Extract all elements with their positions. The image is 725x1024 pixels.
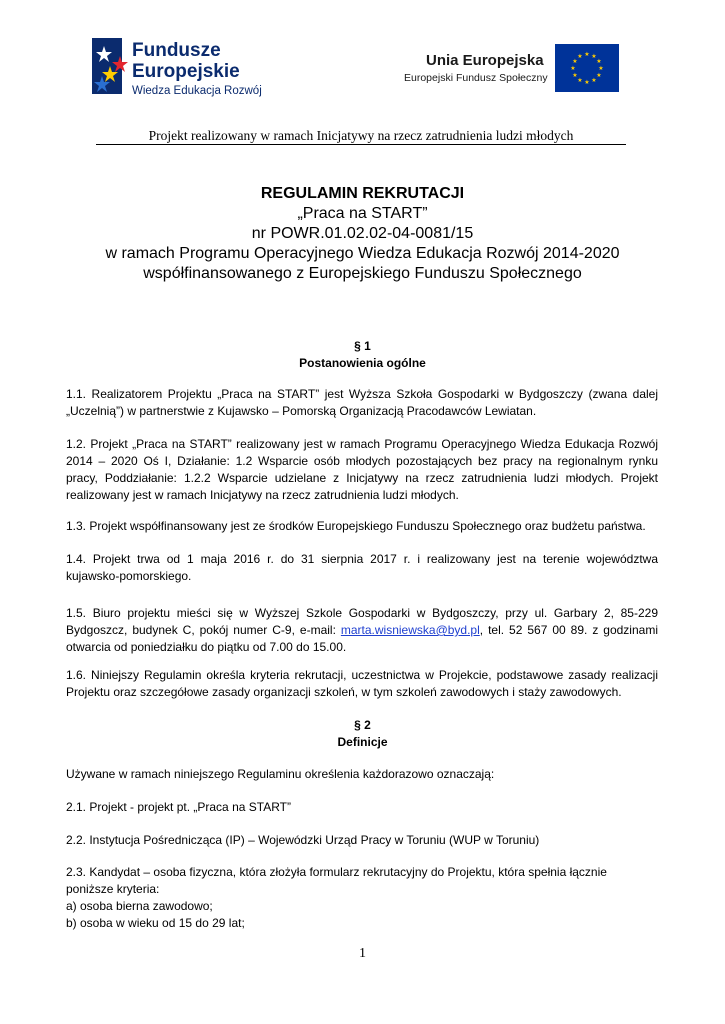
fe-logo-line2: Europejskie [132, 61, 240, 82]
title-cofinancing: współfinansowanego z Europejskiego Funduszu Społecznego [143, 265, 582, 282]
paragraph-1-1 [66, 386, 658, 420]
text-line [66, 622, 658, 639]
paragraph-2-3 [66, 864, 658, 932]
svg-text:★: ★ [584, 51, 590, 58]
ue-logo-line2: Europejski Fundusz Społeczny [404, 72, 548, 84]
text-line: 2.3. Kandydat – osoba fizyczna, która złożyła formularz rekrutacyjny do Projektu, która spełnia łącznie [66, 865, 607, 879]
section-2-heading: Definicje [337, 735, 388, 749]
paragraph-1-6 [66, 667, 658, 701]
eu-flag-icon [555, 44, 619, 92]
paragraph-2-2 [66, 832, 658, 849]
page-number: 1 [359, 946, 366, 961]
svg-text:★: ★ [570, 65, 576, 72]
text-line: realizowany jest w ramach Inicjatywy na rzecz zatrudnienia ludzi młodych. [66, 488, 459, 502]
text-line: 2.1. Projekt - projekt pt. „Praca na START” [66, 800, 291, 814]
unia-europejska-logo [400, 44, 620, 94]
text-line: 1.4. Projekt trwa od 1 maja 2016 r. do 31 sierpnia 2017 r. i realizowany jest na terenie województwa [66, 552, 658, 566]
svg-text:★: ★ [596, 72, 602, 79]
list-item: b) osoba w wieku od 15 do 29 lat; [66, 916, 245, 930]
section-2-number: § 2 [354, 718, 371, 732]
ue-logo-line1: Unia Europejska [426, 52, 544, 69]
text-line: 1.1. Realizatorem Projektu „Praca na START” jest Wyższa Szkoła Gospodarki w Bydgoszczy (zwana dalej [66, 387, 658, 401]
paragraph-1-5 [66, 605, 658, 656]
title-main: REGULAMIN REKRUTACJI [260, 185, 465, 202]
paragraph-1-4 [66, 551, 658, 585]
fe-stars-icon [92, 36, 132, 96]
svg-text:★: ★ [577, 53, 583, 60]
svg-text:★: ★ [598, 65, 604, 72]
text-line: otwarcia od poniedziałku do piątku od 7.00 do 15.00. [66, 640, 347, 654]
text-line: 1.6. Niniejszy Regulamin określa kryteria rekrutacji, uczestnictwa w Projekcie, podstawowe zasady realizacji [66, 668, 658, 682]
svg-text:★: ★ [577, 77, 583, 84]
text-fragment: Bydgoszcz, budynek C, pokój numer C-9, e-mail: [66, 623, 341, 637]
svg-text:★: ★ [572, 58, 578, 65]
paragraph-2-1 [66, 799, 658, 816]
svg-text:★: ★ [591, 53, 597, 60]
section-1-heading: Postanowienia ogólne [299, 356, 426, 370]
email-link[interactable]: marta.wisniewska@byd.pl [340, 623, 480, 637]
document-title [60, 184, 665, 284]
text-fragment: , tel. 52 567 00 89. z godzinami [479, 623, 658, 637]
text-line: 1.5. Biuro projektu mieści się w Wyższej Szkole Gospodarki w Bydgoszczy, przy ul. Garbary 2, 85-229 [66, 606, 658, 620]
text-line: poniższe kryteria: [66, 882, 160, 896]
section-1-number: § 1 [354, 339, 371, 353]
paragraph-1-3 [66, 518, 658, 535]
text-line: 2014 – 2020 Oś I, Działanie: 1.2 Wsparcie osób młodych pozostających bez pracy na regionalnym rynku [66, 454, 658, 468]
list-item: a) osoba bierna zawodowo; [66, 899, 213, 913]
text-line: „Uczelnią”) w partnerstwie z Kujawsko – Pomorską Organizacją Pracodawców Lewiatan. [66, 404, 537, 418]
text-line: 1.3. Projekt współfinansowany jest ze środków Europejskiego Funduszu Społecznego oraz budżetu państwa. [66, 519, 646, 533]
fe-logo-line3: Wiedza Edukacja Rozwój [132, 85, 262, 97]
header-divider [96, 144, 626, 145]
text-line: 2.2. Instytucja Pośrednicząca (IP) – Wojewódzki Urząd Pracy w Toruniu (WUP w Toruniu) [66, 833, 540, 847]
text-line: kujawsko-pomorskiego. [66, 569, 192, 583]
title-project-name: „Praca na START” [297, 205, 428, 222]
fundusze-europejskie-logo [92, 36, 282, 98]
title-project-number: nr POWR.01.02.02-04-0081/15 [251, 225, 474, 242]
text-line: Używane w ramach niniejszego Regulaminu określenia każdorazowo oznaczają: [66, 767, 495, 781]
svg-text:★: ★ [596, 58, 602, 65]
text-line: pracy, Poddziałanie: 1.2.2 Wsparcie udzielane z Inicjatywy na rzecz zatrudnienia ludzi młodych. Projekt [66, 471, 658, 485]
text-line: 1.2. Projekt „Praca na START” realizowany jest w ramach Programu Operacyjnego Wiedza Edukacja Rozwój [66, 437, 658, 451]
project-header-line: Projekt realizowany w ramach Inicjatywy na rzecz zatrudnienia ludzi młodych [148, 128, 574, 143]
text-line: Projektu oraz szczegółowe zasady organizacji szkoleń, w tym szkoleń zawodowych i staży zawodowych. [66, 685, 622, 699]
title-program: w ramach Programu Operacyjnego Wiedza Edukacja Rozwój 2014-2020 [105, 245, 620, 262]
paragraph-1-2 [66, 436, 658, 504]
svg-text:★: ★ [584, 79, 590, 86]
svg-text:★: ★ [572, 72, 578, 79]
svg-text:★: ★ [591, 77, 597, 84]
paragraph-2-intro [66, 766, 658, 783]
fe-logo-line1: Fundusze [132, 40, 221, 61]
